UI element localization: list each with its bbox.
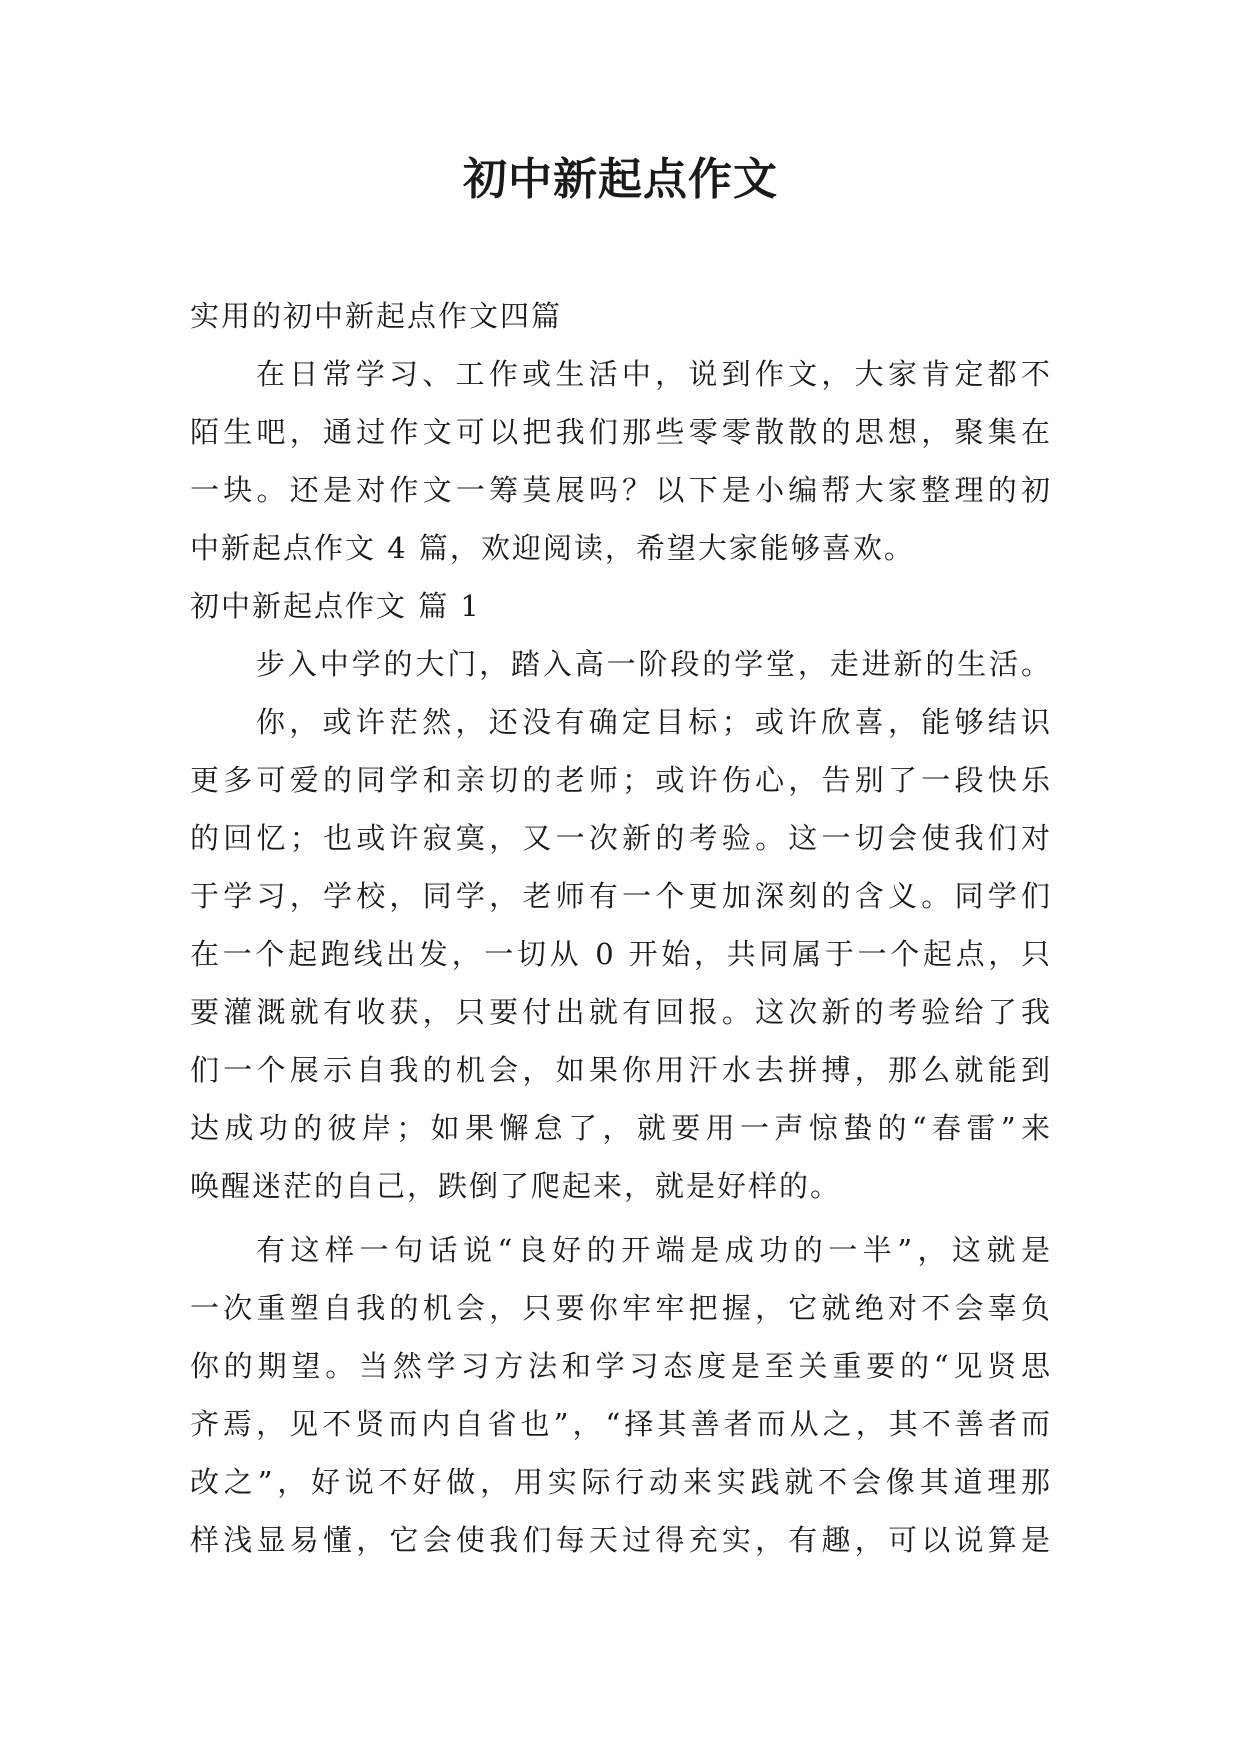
document-body <box>190 287 1052 1569</box>
paragraph-line: 你，或许茫然，还没有确定目标；或许欣喜，能够结识 <box>256 705 1052 739</box>
paragraph-line: 一次重塑自我的机会，只要你牢牢把握，它就绝对不会辜负 <box>190 1291 1052 1325</box>
paragraph-line: 要灌溉就有收获，只要付出就有回报。这次新的考验给了我 <box>190 995 1052 1029</box>
paragraph-3 <box>190 1221 1052 1569</box>
paragraph-line: 一块。还是对作文一筹莫展吗？以下是小编帮大家整理的初 <box>190 473 1052 507</box>
paragraph-line: 步入中学的大门，踏入高一阶段的学堂，走进新的生活。 <box>256 647 1052 681</box>
paragraph-line: 更多可爱的同学和亲切的老师；或许伤心，告别了一段快乐 <box>190 763 1052 797</box>
paragraph-line: 中新起点作文 4 篇，欢迎阅读，希望大家能够喜欢。 <box>190 531 915 565</box>
paragraph-line: 在一个起跑线出发，一切从 0 开始，共同属于一个起点，只 <box>190 937 1052 971</box>
paragraph-line: 你的期望。当然学习方法和学习态度是至关重要的“见贤思 <box>190 1349 1052 1383</box>
paragraph-1 <box>190 635 1052 693</box>
intro-paragraph <box>190 345 1052 577</box>
paragraph-line: 齐焉，见不贤而内自省也”，“择其善者而从之，其不善者而 <box>190 1407 1052 1441</box>
paragraph-line: 有这样一句话说“良好的开端是成功的一半”，这就是 <box>256 1233 1052 1267</box>
paragraph-line: 在日常学习、工作或生活中，说到作文，大家肯定都不 <box>256 357 1052 391</box>
paragraph-line: 唤醒迷茫的自己，跌倒了爬起来，就是好样的。 <box>190 1169 842 1203</box>
document-subtitle: 实用的初中新起点作文四篇 <box>190 299 563 333</box>
paragraph-line: 的回忆；也或许寂寞，又一次新的考验。这一切会使我们对 <box>190 821 1052 855</box>
section-heading: 初中新起点作文 篇 1 <box>190 589 481 623</box>
paragraph-line: 们一个展示自我的机会，如果你用汗水去拼搏，那么就能到 <box>190 1053 1052 1087</box>
paragraph-2 <box>190 693 1052 1215</box>
paragraph-line: 达成功的彼岸；如果懈怠了，就要用一声惊蛰的“春雷”来 <box>190 1111 1052 1145</box>
paragraph-line: 陌生吧，通过作文可以把我们那些零零散散的思想，聚集在 <box>190 415 1052 449</box>
paragraph-line: 改之”，好说不好做，用实际行动来实践就不会像其道理那 <box>190 1465 1052 1499</box>
paragraph-line: 样浅显易懂，它会使我们每天过得充实，有趣，可以说算是 <box>190 1523 1052 1557</box>
document-title: 初中新起点作文 <box>463 154 778 205</box>
paragraph-line: 于学习，学校，同学，老师有一个更加深刻的含义。同学们 <box>190 879 1052 913</box>
